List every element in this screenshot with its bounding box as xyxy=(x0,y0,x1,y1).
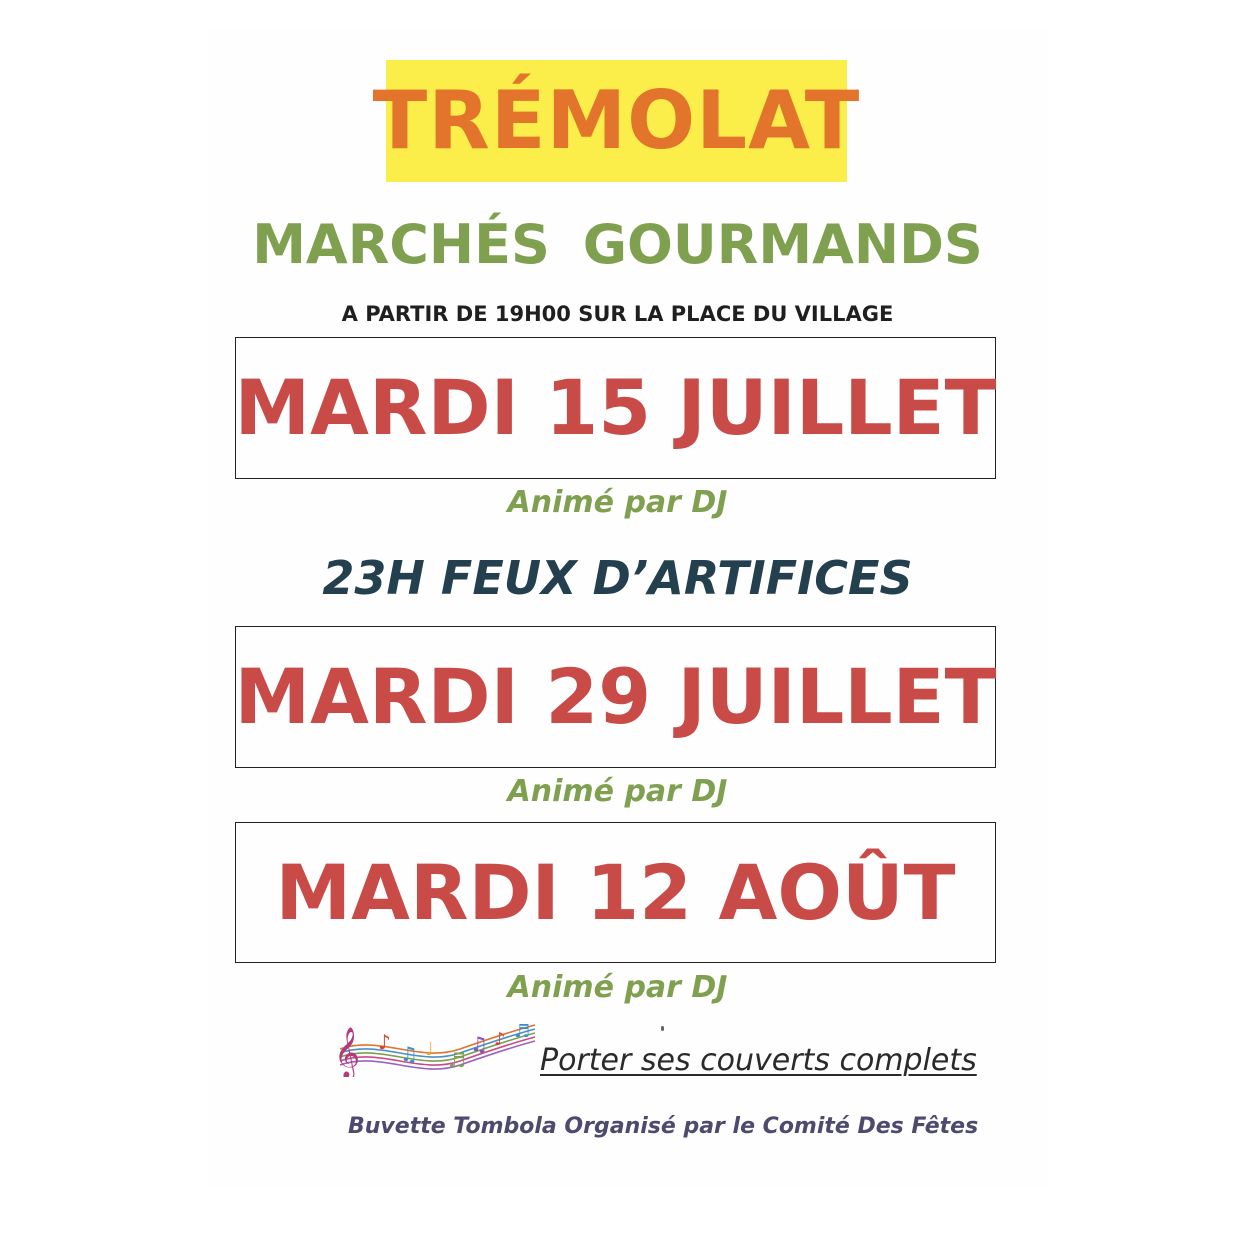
event-animation-3: Animé par DJ xyxy=(507,970,728,1005)
organizer-footer: Buvette Tombola Organisé par le Comité Des Fêtes xyxy=(348,1114,979,1139)
start-time-info: A PARTIR DE 19H00 SUR LA PLACE DU VILLAGE xyxy=(341,302,894,326)
svg-text:𝄞: 𝄞 xyxy=(334,1027,361,1077)
event-date-2: MARDI 29 JUILLET xyxy=(234,652,997,741)
svg-text:♩: ♩ xyxy=(425,1039,434,1060)
svg-text:♫: ♫ xyxy=(400,1042,418,1066)
svg-text:♬: ♬ xyxy=(448,1048,466,1072)
event-animation-2: Animé par DJ xyxy=(507,774,728,809)
music-notes-icon xyxy=(330,1015,540,1077)
poster-sheet xyxy=(207,28,1049,1188)
event-date-1: MARDI 15 JUILLET xyxy=(234,363,997,452)
svg-text:♫: ♫ xyxy=(470,1032,488,1056)
event-date-box-3 xyxy=(235,822,996,963)
print-speck xyxy=(661,1026,664,1031)
event-animation-1: Animé par DJ xyxy=(507,485,728,520)
svg-text:♪: ♪ xyxy=(494,1029,506,1050)
svg-text:♪: ♪ xyxy=(378,1030,391,1054)
event-subtitle: MARCHÉS GOURMANDS xyxy=(252,213,983,276)
fireworks-note: 23H FEUX D’ARTIFICES xyxy=(322,551,913,605)
event-date-box-1 xyxy=(235,337,996,479)
event-date-box-2 xyxy=(235,626,996,768)
event-date-3: MARDI 12 AOÛT xyxy=(275,847,956,937)
village-title: TRÉMOLAT xyxy=(372,74,861,167)
cutlery-note: Porter ses couverts complets xyxy=(540,1043,977,1078)
title-banner xyxy=(372,60,861,182)
svg-text:♬: ♬ xyxy=(514,1021,531,1042)
